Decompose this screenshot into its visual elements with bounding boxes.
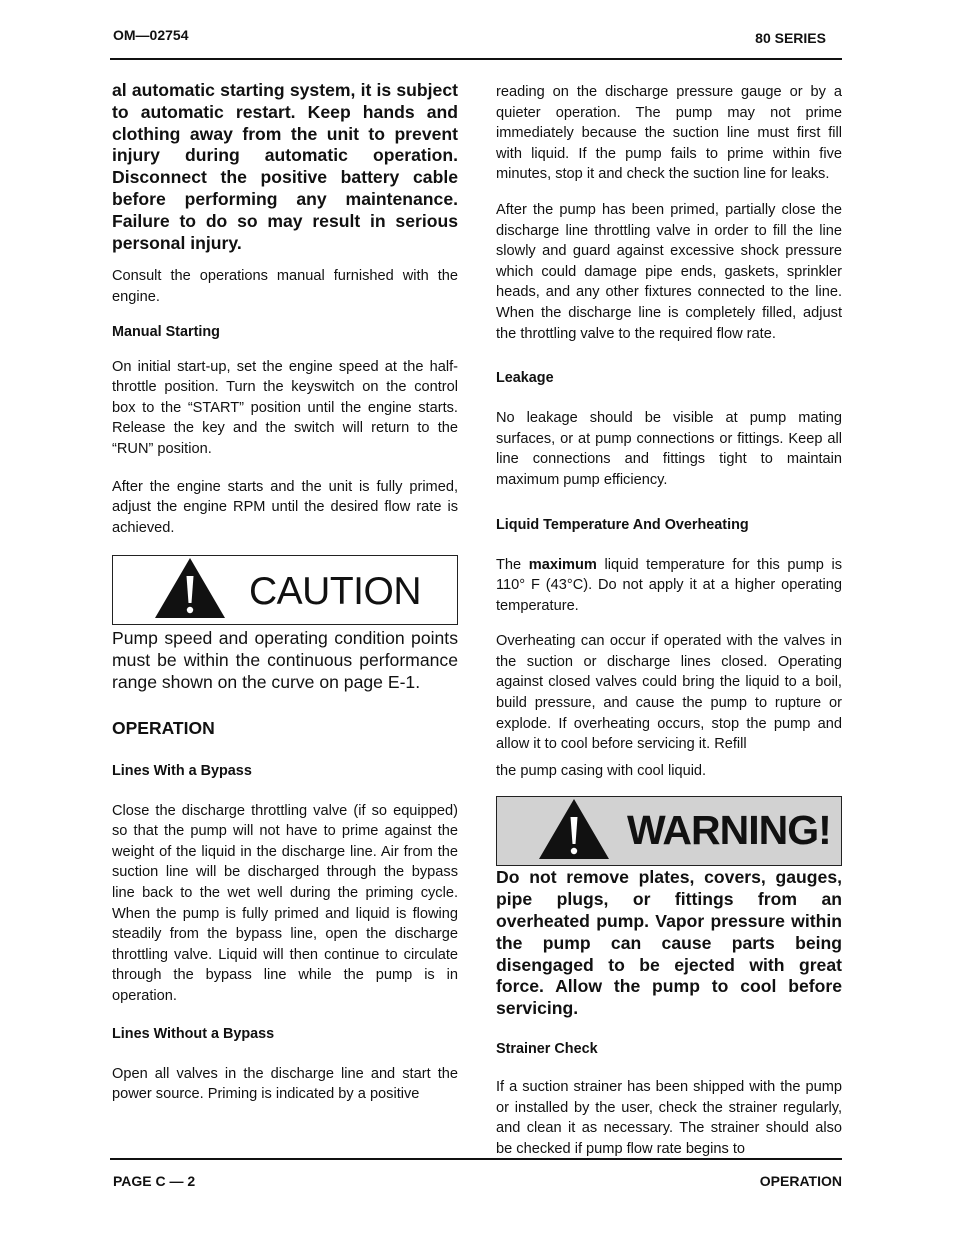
manual-starting-paragraph-1: On initial start-up, set the engine speed at the half-throttle position. Turn the keyswitch on the control box to the “START” position until the engine starts. Release the key and the switch will return to the “RUN” position. — [112, 358, 458, 457]
lines-without-bypass-paragraph: Open all valves in the discharge line and start the power source. Priming is indicated by a positive — [112, 1065, 458, 1103]
temp-text-post: liquid temperature for this pump is 110° F (43°C). Do not apply it at a higher operating temperature. — [496, 556, 843, 614]
leakage-paragraph: No leakage should be visible at pump mating surfaces, or at pump connections or fittings. Keep all line connections and fittings tight to maintain maximum pump efficiency. — [496, 410, 842, 488]
document-number: OM—02754 — [113, 27, 189, 43]
lines-with-bypass-paragraph: Close the discharge throttling valve (if so equipped) so that the pump will not have to prime against the weight of the liquid in the discharge line. Air from the suction line will be discharged through the bypass line back to the wet well during the priming cycle. When the pump is fully primed and liquid is flowing steadily from the bypass line, open the discharge throttling valve. Liquid will then continue to circulate through the bypass line while the pump is in operation. — [112, 802, 458, 1005]
after-primed-paragraph: After the pump has been primed, partially close the discharge line throttling valve in order to fill the line slowly and guard against excessive shock pressure which could damage pipe ends, gaskets, sprinkler heads, and any other fixtures connected to the line. When the discharge line is completely filled, adjust the throttling valve to the required flow rate. — [496, 201, 842, 342]
warning-exclamation-icon — [537, 797, 611, 861]
overheating-paragraph-end: the pump casing with cool liquid. — [496, 762, 707, 779]
section-name: OPERATION — [759, 1173, 842, 1189]
max-temperature-paragraph — [496, 555, 842, 617]
right-column — [496, 82, 842, 1159]
priming-continuation-paragraph: reading on the discharge pressure gauge or by a quieter operation. The pump may not prime immediately because the suction line must first fill with liquid. If the pump fails to prime within five minutes, stop it and check the suction line for leaks. — [496, 84, 842, 183]
series-label: 80 SERIES — [755, 30, 826, 46]
temp-text-pre: The — [496, 556, 529, 573]
leakage-heading: Leakage — [496, 370, 554, 387]
header-rule — [110, 58, 842, 60]
warning-label: WARNING! — [627, 807, 831, 854]
strainer-check-heading: Strainer Check — [496, 1041, 598, 1058]
overheating-paragraph: Overheating can occur if operated with the valves in the suction or discharge lines closed. Operating against closed valves could bring the liquid to a boil, build pressure, and cause the pump to rupture or explode. If overheating occurs, stop the pump and allow it to cool before servicing it. Refill — [496, 633, 842, 753]
lines-with-bypass-heading: Lines With a Bypass — [112, 762, 252, 779]
manual-starting-heading: Manual Starting — [112, 323, 220, 340]
consult-paragraph: Consult the operations manual furnished with the engine. — [112, 268, 458, 305]
operation-heading: OPERATION — [112, 717, 215, 738]
caution-banner — [112, 555, 458, 625]
left-column — [112, 80, 458, 1105]
warning-continuation: al automatic starting system, it is subject to automatic restart. Keep hands and clothing away from the unit to prevent injury during automatic operation. Disconnect the positive battery cable before performing any maintenance. Failure to do so may result in serious personal injury. — [112, 80, 458, 253]
page-number: PAGE C — 2 — [113, 1173, 196, 1189]
caution-label: CAUTION — [249, 570, 421, 614]
strainer-check-paragraph: If a suction strainer has been shipped with the pump or installed by the user, check the strainer regularly, and clean it as necessary. The strainer should also be checked if pump flow rate begins to — [496, 1079, 842, 1157]
warning-text: Do not remove plates, covers, gauges, pipe plugs, or fittings from an overheated pump. Vapor pressure within the pump can cause parts being disengaged to be ejected with great force. Allow the pump to cool before servicing. — [496, 867, 842, 1019]
liquid-temperature-heading: Liquid Temperature And Overheating — [496, 516, 749, 533]
lines-without-bypass-heading: Lines Without a Bypass — [112, 1025, 275, 1042]
manual-starting-paragraph-2: After the engine starts and the unit is fully primed, adjust the engine RPM until the desired flow rate is achieved. — [112, 478, 458, 536]
caution-exclamation-icon — [153, 556, 227, 620]
temp-text-bold: maximum — [528, 556, 597, 573]
warning-banner — [496, 796, 842, 866]
footer-rule — [110, 1158, 842, 1160]
caution-text: Pump speed and operating condition points must be within the continuous performance range shown on the curve on page E-1. — [112, 628, 458, 692]
